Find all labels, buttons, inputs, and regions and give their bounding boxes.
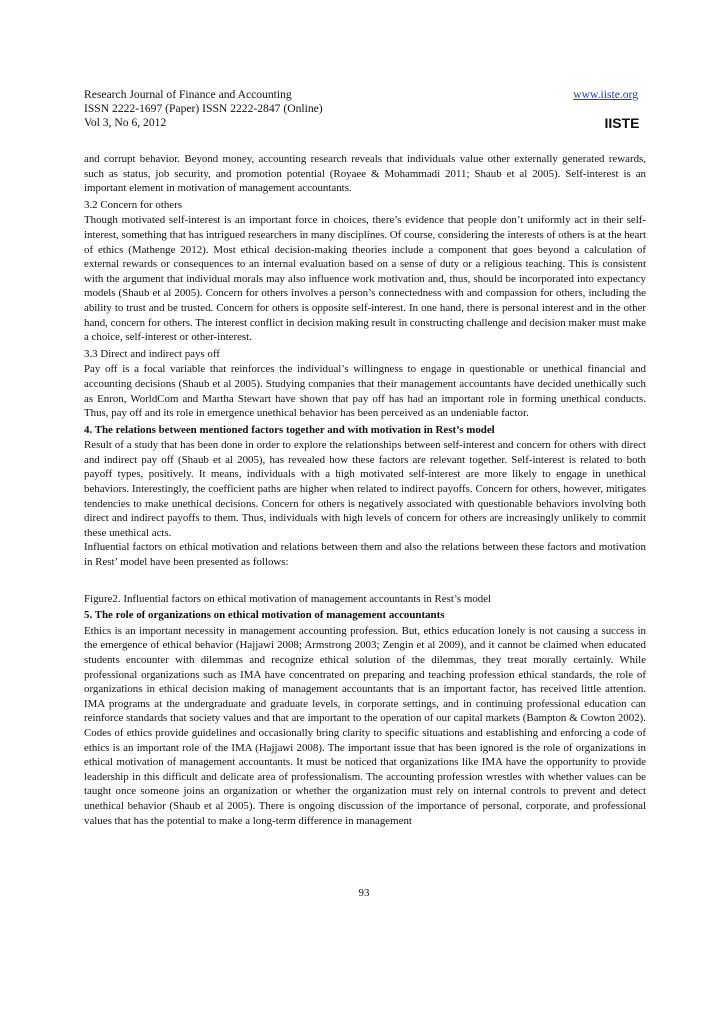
paragraph-concern-for-others: Though motivated self-interest is an important force in choices, there’s evidence that people don’t uniformly act in their self-interest, something that has intrigued researchers in many disciplines. Of course, considering the interests of others is at the heart of ethics (Mathenge 2012). Most ethical decision-making theories include a component that goes beyond a calculation of external rewards or consequences to an internal evaluation based on a sense of duty or a religious teaching. This is consistent with the argument that individual morals may also influence work motivation and, thus, should be incorporated into expectancy models (Shaub et al 2005). Concern for others involves a person’s connectedness with and compassion for others, including the ability to trust and be trusted. Concern for others is opposite self-interest. In one hand, there is personal interest and in the other hand, concern for others. The interest conflict in decision making result in constructing challenge and decision maker must make a choice, self-interest or other-interest. <box>84 214 646 344</box>
section-heading-5: 5. The role of organizations on ethical motivation of management accountants <box>84 609 445 622</box>
issn-line: ISSN 2222-1697 (Paper) ISSN 2222-2847 (Online) <box>84 102 323 115</box>
article-body <box>84 152 646 828</box>
paragraph-relations: Result of a study that has been done in order to explore the relationships between self-interest and concern for others with direct and indirect pay off (Shaub et al 2005), has revealed how these factors are relevant together. Self-interest is related to both payoff types, positively. It means, individuals with a high motivated self-interest are more likely to engage in unethical behaviors. Interestingly, the coefficient paths are higher when related to indirect payoffs. Concern for others, however, mitigates tendencies to make unethical decisions. Concern for others is negatively associated with questionable behaviors involving both direct and indirect payoffs to them. Thus, individuals with high levels of concern for others are increasingly unlikely to commit these unethical acts. <box>84 439 646 539</box>
figure-caption: Figure2. Influential factors on ethical motivation of management accountants in Rest’s model <box>84 592 492 605</box>
heading-concern-for-others: 3.2 Concern for others <box>84 198 182 211</box>
figure-space <box>84 570 646 592</box>
page <box>84 88 646 827</box>
journal-title: Research Journal of Finance and Accounting <box>84 88 292 101</box>
heading-pays-off: 3.3 Direct and indirect pays off <box>84 347 220 360</box>
page-number: 93 <box>358 887 370 899</box>
paragraph-role-of-organizations: Ethics is an important necessity in management accounting profession. But, ethics education lonely is not causing a success in the emergence of ethical behavior (Hajjawi 2008; Armstrong 2003; Zengin et al 2009), and it cannot be claimed when educated students encounter with dilemmas and recognize ethical solution of the dilemmas, they treat morally certainly. While professional organizations such as IMA have concentrated on preparing and teaching profession ethical standards, the role of organizations in ethical decision making of management accountants that is an important factor, has received little attention. IMA programs at the undergraduate and graduate levels, in corporate settings, and in continuing professional education can reinforce standards that society values and that are important to the operation of our capital markets (Bampton & Cowton 2002). Codes of ethics provide guidelines and occasionally bring clarity to specific situations and establishing and enforcing a code of ethics is an important role of the IMA (Hajjawi 2008). The important issue that has been ignored is the role of organizations in ethical motivation of management accountants. It must be noticed that organizations like IMA have the opportunity to provide leadership in this difficult and delicate area of professionalism. The accounting profession wrestles with whether values can be taught once someone joins an organization or whether the organization must rely on internal controls to prevent and detect unethical behavior (Shaub et al 2005). There is ongoing discussion of the importance of personal, corporate, and professional values that has the potential to make a long-term difference in management <box>84 624 646 827</box>
paragraph-self-interest-end: and corrupt behavior. Beyond money, accounting research reveals that individuals value other externally generated rewards, such as status, job security, and promotion potential (Royaee & Mohammadi 2011; Shaub et al 2005). Self-interest is an important element in motivation of management accountants. <box>84 153 646 195</box>
volume-line: Vol 3, No 6, 2012 <box>84 116 167 129</box>
paragraph-influential-factors: Influential factors on ethical motivation and relations between them and also the relations between these factors and motivation in Rest’ model have been presented as follows: <box>84 541 646 569</box>
iiste-logo <box>604 104 640 136</box>
paragraph-pays-off: Pay off is a focal variable that reinforces the individual’s willingness to engage in questionable or unethical financial and accounting decisions (Shaub et al 2005). Studying companies that their management accountants have decided unethically such as Enron, WorldCom and Martha Stewart have shown that pay off has had an important role in forming unethical conducts. Thus, pay off and its role in emergence unethical behavior has been perceived as an undeniable factor. <box>84 363 646 420</box>
journal-header <box>84 88 646 140</box>
logo-text: IISTE <box>604 115 640 131</box>
journal-url-link[interactable]: www.iiste.org <box>573 88 638 101</box>
section-heading-4: 4. The relations between mentioned factors together and with motivation in Rest’s model <box>84 423 495 436</box>
